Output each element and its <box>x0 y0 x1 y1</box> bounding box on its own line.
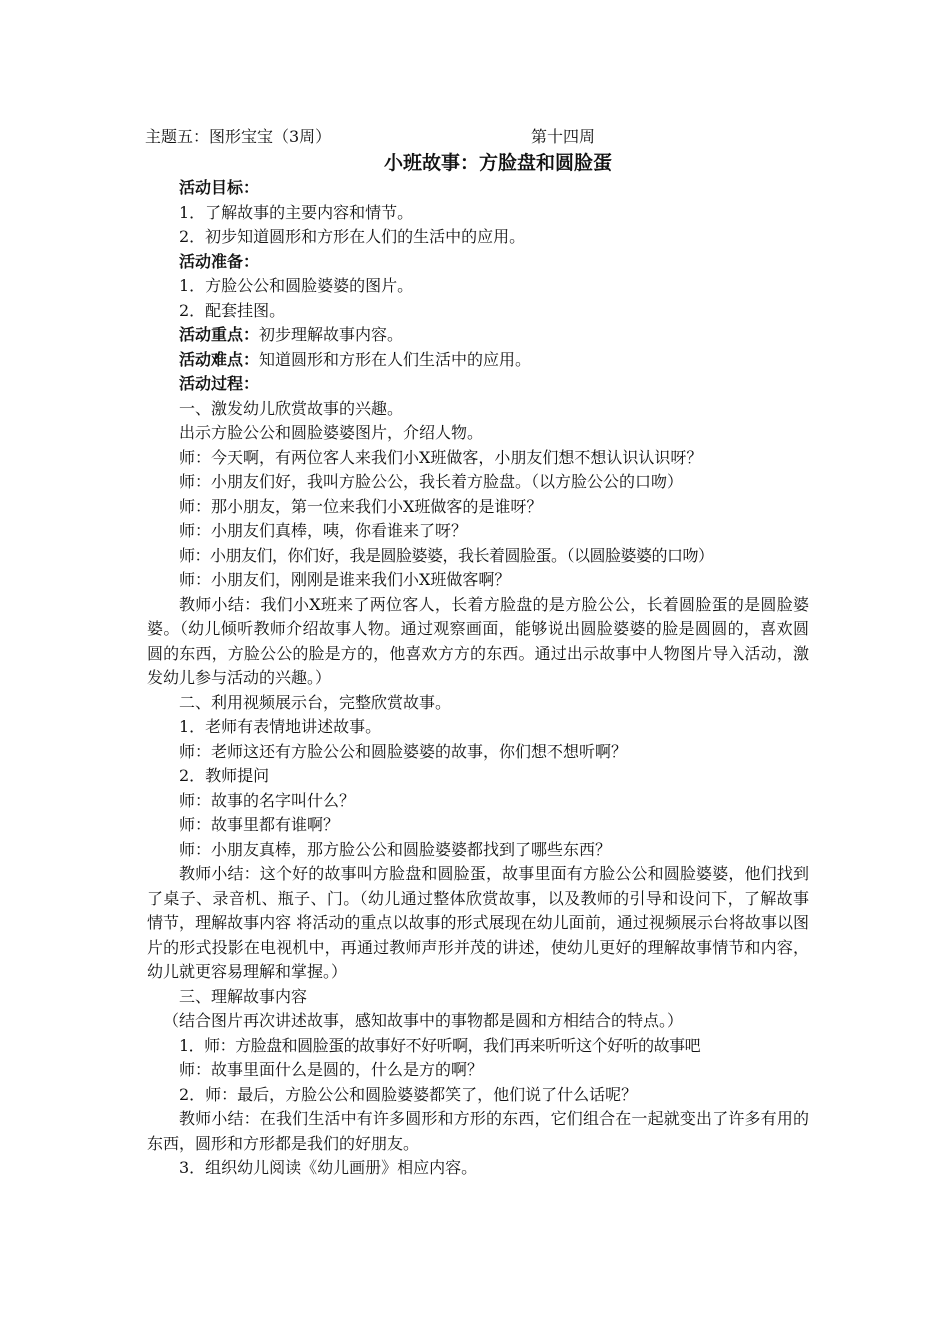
prep-item: 1．方脸公公和圆脸婆婆的图片。 <box>179 276 414 295</box>
process-line: 师：小朋友真棒，那方脸公公和圆脸婆婆都找到了哪些东西？ <box>179 839 612 859</box>
prep-item: 2．配套挂图。 <box>179 300 286 320</box>
theme-label: 主题五：图形宝宝（3周） <box>145 127 332 146</box>
process-line: 师：故事里都有谁啊？ <box>179 815 340 834</box>
prep-heading: 活动准备： <box>179 251 260 271</box>
process-note: （结合图片再次讲述故事，感知故事中的事物都是圆和方相结合的特点。） <box>163 1011 684 1030</box>
process-line: 师：小朋友们，刚刚是谁来我们小X班做客啊？ <box>179 570 511 589</box>
process-line: 师：小朋友们好，我叫方脸公公，我长着方脸盘。（以方脸公公的口吻） <box>179 472 684 491</box>
process-line: 师：小朋友们，你们好，我是圆脸婆婆，我长着圆脸蛋。（以圆脸婆婆的口吻） <box>179 545 714 565</box>
process-line: 2．教师提问 <box>179 766 270 785</box>
process-line: 1．老师有表情地讲述故事。 <box>179 717 382 736</box>
process-heading: 活动过程： <box>179 374 260 393</box>
process-line: 3．组织幼儿阅读《幼儿画册》相应内容。 <box>179 1158 478 1177</box>
process-line: 师：故事里面什么是圆的，什么是方的啊？ <box>179 1060 484 1079</box>
page-header <box>145 124 825 150</box>
document-body <box>147 176 809 1181</box>
goal-item: 2．初步知道圆形和方形在人们的生活中的应用。 <box>179 227 526 246</box>
key-point-text: 初步理解故事内容。 <box>259 325 404 344</box>
process-section-heading: 二、利用视频展示台，完整欣赏故事。 <box>179 692 452 712</box>
goals-heading: 活动目标： <box>179 178 260 197</box>
process-line: 师：老师这还有方脸公公和圆脸婆婆的故事，你们想不想听啊？ <box>179 741 628 761</box>
teacher-summary: 教师小结：我们小X班来了两位客人，长着方脸盘的是方脸公公，长着圆脸蛋的是圆脸婆婆。（幼儿倾听教师介绍故事人物。通过观察画面，能够说出圆脸婆婆的脸是圆圆的，喜欢圆圆的东西，方脸公公的脸是方的，他喜欢方方的东西。通过出示故事中人物图片导入活动，激发幼儿参与活动的兴趣。） <box>147 594 809 687</box>
key-point-label: 活动重点： <box>179 325 260 344</box>
process-line: 师：那小朋友，第一位来我们小X班做客的是谁呀？ <box>179 496 543 516</box>
process-line: 2．师：最后，方脸公公和圆脸婆婆都笑了，他们说了什么话呢？ <box>179 1084 638 1104</box>
process-section-heading: 一、激发幼儿欣赏故事的兴趣。 <box>179 398 404 418</box>
difficulty-text: 知道圆形和方形在人们生活中的应用。 <box>259 349 532 369</box>
process-line: 师：故事的名字叫什么？ <box>179 790 356 810</box>
teacher-summary: 教师小结：这个好的故事叫方脸盘和圆脸蛋，故事里面有方脸公公和圆脸婆婆，他们找到了桌子、录音机、瓶子、门。（幼儿通过整体欣赏故事，以及教师的引导和设问下，了解故事情节，理解故事内容 将活动的重点以故事的形式展现在幼儿面前，通过视频展示台将故事以图片的形式投影在电视机中，再通过教师声形并茂的讲述，使幼儿更好的理解故事情节和内容，幼儿就更容易理解和掌握。） <box>147 864 809 981</box>
goal-item: 1．了解故事的主要内容和情节。 <box>179 202 414 222</box>
document-title: 小班故事：方脸盘和圆脸蛋 <box>383 152 612 174</box>
process-section-heading: 三、理解故事内容 <box>179 986 308 1006</box>
teacher-summary: 教师小结：在我们生活中有许多圆形和方形的东西，它们组合在一起就变出了许多有用的东西，圆形和方形都是我们的好朋友。 <box>147 1109 809 1153</box>
process-line: 师：小朋友们真棒，咦，你看谁来了呀？ <box>179 521 468 540</box>
process-line: 出示方脸公公和圆脸婆婆图片，介绍人物。 <box>179 423 484 442</box>
process-line: 1．师：方脸盘和圆脸蛋的故事好不好听啊，我们再来听听这个好听的故事吧 <box>179 1035 701 1055</box>
process-line: 师：今天啊，有两位客人来我们小X班做客，小朋友们想不想认识认识呀？ <box>179 447 703 467</box>
week-label: 第十四周 <box>531 127 596 146</box>
difficulty-label: 活动难点： <box>179 349 260 369</box>
difficulty <box>147 348 809 373</box>
key-point <box>147 323 809 348</box>
